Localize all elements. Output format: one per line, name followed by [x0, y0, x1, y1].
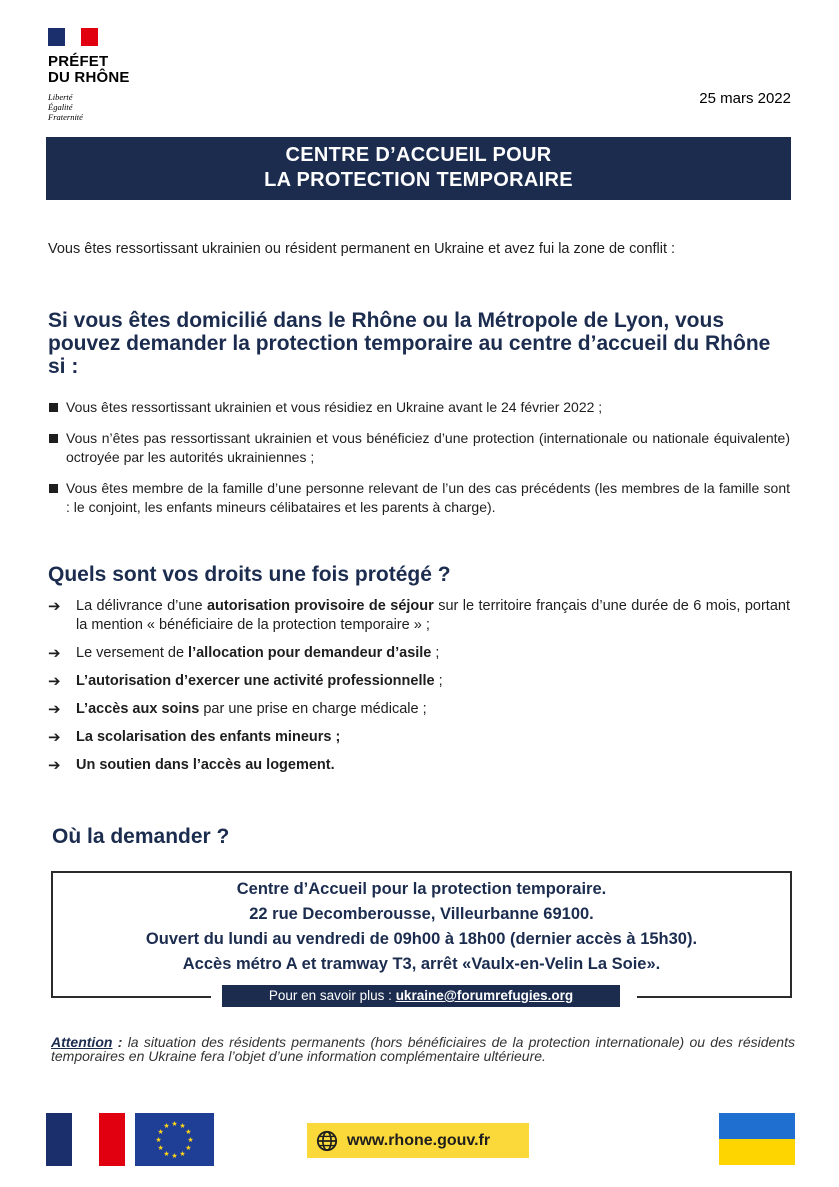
- eu-star: ★: [179, 1123, 186, 1131]
- eu-star: ★: [155, 1137, 162, 1144]
- eu-star: ★: [157, 1129, 164, 1136]
- square-bullet-icon: [49, 434, 58, 443]
- arrow-right-icon: ➔: [48, 700, 61, 718]
- title-banner: [46, 137, 791, 200]
- box-bottom-border-left: [51, 996, 211, 998]
- prefecture-logo: [48, 28, 130, 122]
- eu-star: ★: [187, 1137, 194, 1144]
- arrow-right-icon: ➔: [48, 728, 61, 746]
- list-item: ➔ Un soutien dans l’accès au logement.: [48, 756, 335, 774]
- ukraine-flag-icon: [719, 1113, 795, 1165]
- eu-star: ★: [185, 1145, 192, 1152]
- arrow-right-icon: ➔: [48, 672, 61, 690]
- website-badge[interactable]: [307, 1123, 529, 1158]
- arrow-right-icon: ➔: [48, 597, 61, 615]
- marianne-flag-icon: [48, 28, 98, 46]
- eligibility-heading: Si vous êtes domicilié dans le Rhône ou la Métropole de Lyon, vous pouvez demander la protection temporaire au centre d’accueil du Rhône si :: [48, 309, 771, 378]
- attention-note: Attention : la situation des résidents permanents (hors bénéficiaires de la protection internationale) ou des résidents temporaires en Ukraine fera l’objet d’une information complémentaire ultérieure.: [51, 1034, 795, 1064]
- rights-list: [48, 597, 790, 784]
- eu-stars: [135, 1113, 214, 1166]
- eu-star: ★: [179, 1150, 186, 1158]
- logo-name: PRÉFET DU RHÔNE: [48, 53, 130, 86]
- eu-star: ★: [171, 1121, 178, 1128]
- contact-email-link[interactable]: ukraine@forumrefugies.org: [395, 988, 574, 1003]
- rights-heading: Quels sont vos droits une fois protégé ?: [48, 563, 451, 586]
- intro-text: Vous êtes ressortissant ukrainien ou résident permanent en Ukraine et avez fui la zone de conflit :: [48, 241, 676, 257]
- eu-star: ★: [163, 1123, 170, 1131]
- list-item: ➔ La scolarisation des enfants mineurs ;: [48, 728, 341, 746]
- eu-star: ★: [171, 1153, 178, 1160]
- square-bullet-icon: [49, 484, 58, 493]
- eu-star: ★: [157, 1145, 164, 1152]
- list-item: ➔ L’accès aux soins par une prise en charge médicale ;: [48, 700, 427, 718]
- where-heading: Où la demander ?: [52, 825, 230, 848]
- list-item: Vous n’êtes pas ressortissant ukrainien et vous bénéficiez d’une protection (internationale ou nationale équivalente) octroyée par les autorités ukrainiennes ;: [48, 429, 790, 467]
- address-text: Centre d’Accueil pour la protection temporaire. 22 rue Decomberousse, Villeurbanne 69100. Ouvert du lundi au vendredi de 09h00 à 18h00 (dernier accès à 15h30). Accès métro A et tramway T3, arrêt «Vaulx-en-Velin La Soie».: [145, 880, 698, 973]
- list-item: Vous êtes membre de la famille d’une personne relevant de l’un des cas précédents (les membres de la famille sont : le conjoint, les enfants mineurs célibataires et les parents à charge).: [48, 479, 790, 517]
- list-item: ➔ Le versement de l’allocation pour demandeur d’asile ;: [48, 644, 440, 662]
- more-info-bar: Pour en savoir plus : ukraine@forumrefugies.org: [222, 985, 620, 1007]
- website-url[interactable]: www.rhone.gouv.fr: [347, 1131, 491, 1149]
- eu-star: ★: [163, 1150, 170, 1158]
- document-date: 25 mars 2022: [699, 90, 791, 107]
- logo-motto: Liberté Égalité Fraternité: [48, 92, 83, 122]
- list-item: ➔ La délivrance d’une autorisation provisoire de séjour sur le territoire français d’une durée de 6 mois, portant la mention « bénéficiaire de la protection temporaire » ;: [48, 597, 790, 633]
- eu-star: ★: [185, 1129, 192, 1136]
- arrow-right-icon: ➔: [48, 756, 61, 774]
- list-item: ➔ L’autorisation d’exercer une activité professionnelle ;: [48, 672, 443, 690]
- address-box: [51, 871, 792, 998]
- title-line-1: CENTRE D’ACCUEIL POUR: [285, 144, 552, 166]
- box-bottom-border-right: [637, 996, 792, 998]
- square-bullet-icon: [49, 403, 58, 412]
- french-flag-icon: [46, 1113, 125, 1166]
- arrow-right-icon: ➔: [48, 644, 61, 662]
- eu-flag-icon: [135, 1113, 214, 1166]
- eligibility-list: [48, 398, 790, 529]
- title-line-2: LA PROTECTION TEMPORAIRE: [264, 169, 573, 191]
- list-item: Vous êtes ressortissant ukrainien et vous résidiez en Ukraine avant le 24 février 2022 ;: [48, 398, 790, 417]
- globe-icon: [316, 1130, 338, 1152]
